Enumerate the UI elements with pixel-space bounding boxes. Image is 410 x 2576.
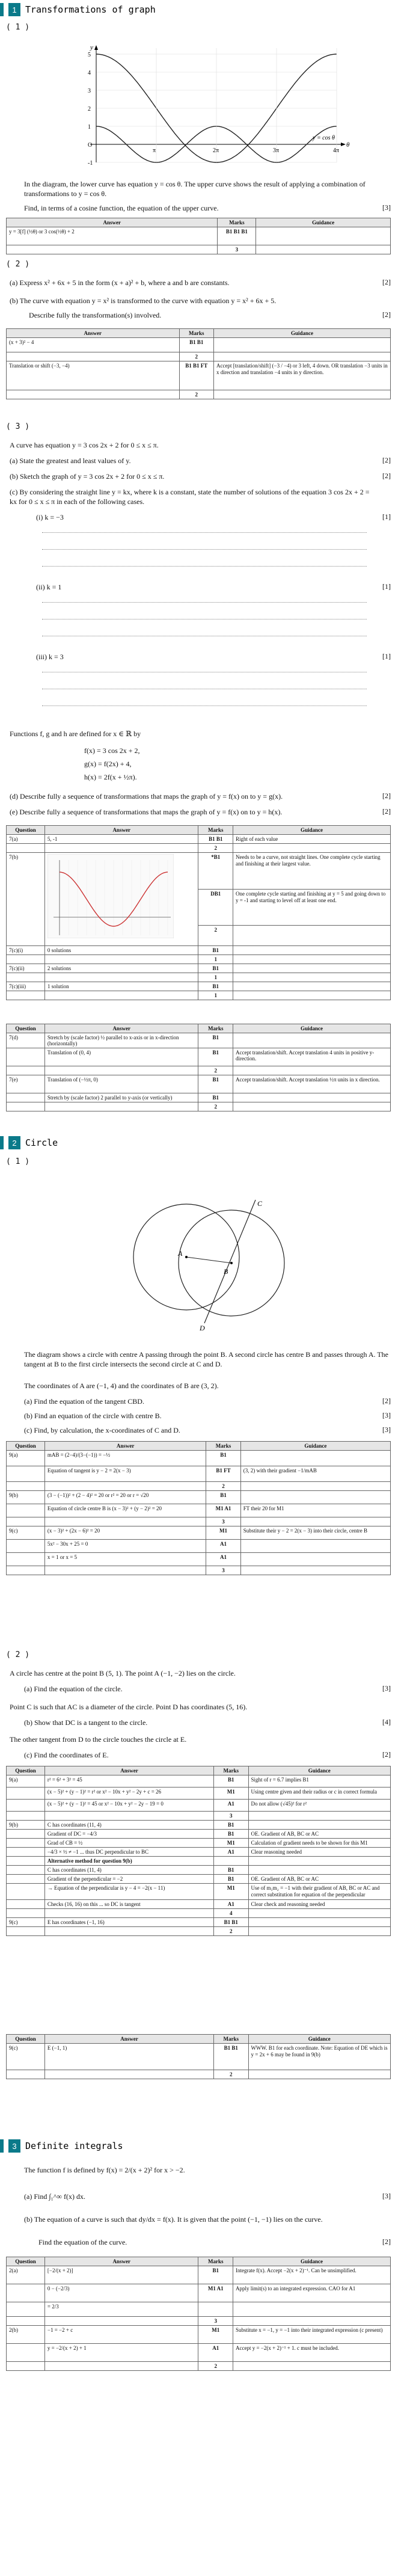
table-row: Grad of CB = ½ M1 Calculation of gradient needs to be shown for this M1 — [7, 1839, 391, 1848]
question-label: ( 2 ) — [6, 1650, 30, 1659]
table-row: 2(a) [−2/(x + 2)] B1 Integrate f(x). Accept −2(x + 2)⁻¹. Can be unsimplified. — [7, 2266, 391, 2284]
table-row: Checks (16, 16) on this ... so DC is tangent A1 Clear check and reasoning needed — [7, 1900, 391, 1909]
table-row: Equation of circle centre B is (x − 3)² + (y − 2)² = 20 M1 A1 FT their 20 for M1 — [7, 1504, 391, 1517]
table-row: 7(c)(iii) 1 solution B1 — [7, 982, 391, 991]
table-row: y = 3[f] (½θ) or 3 cos(½θ) + 2 B1 B1 B1 — [7, 227, 391, 245]
table-row: = 2/3 — [7, 2302, 391, 2317]
circle-q2-b: (b) Show that DC is a tangent to the circle. — [24, 1718, 148, 1727]
table-row: −4/3 × ½ ≠ −1 ... thus DC perpendicular to BC A1 Clear reasoning needed — [7, 1848, 391, 1857]
integral-part-b: (b) The equation of a curve is such that dy/dx = f(x). It is given that the point (−1, −1) lies on the curve. — [24, 2215, 323, 2224]
table-row: 3 — [7, 2317, 391, 2326]
table-row: Gradient of DC = −4/3 B1 OE. Gradient of AB, BC or AC — [7, 1830, 391, 1839]
circle-q1-b-marks: [3] — [382, 1411, 391, 1419]
q3-part-c-i: (i) k = −3 — [36, 513, 64, 521]
q1-text-2: Find, in terms of a cosine function, the equation of the upper curve. — [24, 204, 219, 212]
point-c-label: C — [257, 1199, 263, 1208]
y-tick-label: 2 — [88, 106, 91, 112]
point-d-label: D — [200, 1324, 205, 1332]
curve-label: y = cos θ — [313, 135, 335, 141]
q2-b-marks: [2] — [382, 310, 391, 319]
q3-part-e: (e) Describe fully a sequence of transformations that maps the graph of y = f(x) on to y = h(x). — [10, 808, 283, 816]
integral-b-marks: [2] — [382, 2237, 391, 2246]
table-row: → Equation of the perpendicular is y − 4 = −2(x − 11) M1 Use of m₁m₂ = −1 with their gradient of AB, BC or AC and correct substitution for equation of the perpendicular — [7, 1884, 391, 1900]
circle-q1-b: (b) Find an equation of the circle with centre B. — [24, 1412, 162, 1420]
integral-part-a: (a) Find ∫₁^∞ f(x) dx. — [24, 2192, 85, 2201]
section-number: 1 — [8, 3, 20, 16]
section-number: 3 — [8, 2139, 20, 2153]
circle-q1-a-marks: [2] — [382, 1397, 391, 1405]
table-row: 2 — [7, 1482, 391, 1491]
integral-part-b-2: Find the equation of the curve. — [38, 2238, 127, 2246]
mark-scheme-table-2-2: Question Answer Marks Guidance 9(a) r² = 6² + 3² = 45 B1 Sight of r = 6.7 implies B1 (x − 5)² + (y − 1)² = r² or x² − 10x + y² − 2y + c = 26 M1 Using centre given and their radius or c in correct formula (x − 5)² + (y − 1)² = 45 or x² − 10x + y² − 2y − 19 = 0 A1 Do not allow (√45)² for r² 3 9(b) C has coordinates (11, 4) B1 Gradient of DC = −4/3 B1 OE. Gradient of AB, BC or AC Grad of CB = ½ M1 Calculation of gradient needs to be shown for this M1 −4/3 × ½ ≠ −1 ... thus DC perpendicular to BC A1 Clear reasoning needed Alternative method for question 9(b) C has coordinates (11, 4) B1 Gradient of the perpendicular = −2 B1 OE. Gradient of AB, BC or AC → Equation of the perpendicular is y − 4 = −2(x − 11) M1 Use of m₁m₂ = −1 with their gradient of AB, BC or AC and correct substitution for equation of the perpendicular Checks (16, 16) on this ... so DC is tangent A1 Clear check and reasoning needed 4 9(c) E has coordinates (−1, 16) B1 B1 2 — [6, 1766, 391, 1936]
table-row: Stretch by (scale factor) 2 parallel to y-axis (or vertically) B1 — [7, 1093, 391, 1102]
q3-part-c-iii: (iii) k = 3 — [36, 653, 64, 661]
q2-part-b: (b) The curve with equation y = x² is transformed to the curve with equation y = x² + 6x + 5. — [10, 297, 277, 305]
circle-q2-a-marks: [3] — [382, 1684, 391, 1692]
section-number: 2 — [8, 1136, 20, 1149]
q3-ci-marks: [1] — [382, 512, 391, 521]
table-row: Alternative method for question 9(b) — [7, 1857, 391, 1866]
table-row: 2 — [7, 2070, 391, 2079]
table-row: y = −2/(x + 2) + 1 A1 Accept y = −2(x + 2)⁻¹ + 1. c must be included. — [7, 2344, 391, 2362]
table-row: 1 — [7, 991, 391, 1000]
circle-q1-c: (c) Find, by calculation, the x-coordinates of C and D. — [24, 1426, 180, 1434]
table-row: 7(c)(ii) 2 solutions B1 — [7, 964, 391, 973]
table-row: x = 1 or x = 5 A1 — [7, 1553, 391, 1566]
circle-q2-text-2: Point C is such that AC is a diameter of the circle. Point D has coordinates (5, 16). — [10, 1703, 248, 1711]
table-row: 4 — [7, 1909, 391, 1918]
table-row: 9(a) mAB = (2−4)/(3−(−1)) = −½ B1 — [7, 1451, 391, 1466]
table-row: 3 — [7, 245, 391, 254]
question-label: ( 1 ) — [6, 1157, 30, 1166]
y-tick-label: 5 — [88, 52, 91, 58]
table-row: 1 — [7, 955, 391, 964]
q3-intro: A curve has equation y = 3 cos 2x + 2 for 0 ≤ x ≤ π. — [10, 441, 159, 449]
table-row: 1 — [7, 973, 391, 982]
circle-diagram — [120, 1173, 301, 1341]
integral-intro: The function f is defined by f(x) = 2/(x + 2)² for x > −2. — [24, 2166, 185, 2174]
table-row: 2 — [7, 926, 391, 946]
y-axis-label: y — [90, 44, 93, 51]
circle-q2-a: (a) Find the equation of the circle. — [24, 1685, 123, 1693]
table-row: (x − 5)² + (y − 1)² = 45 or x² − 10x + y² − 2y − 19 = 0 A1 Do not allow (√45)² for r² — [7, 1800, 391, 1812]
table-row: 0 − (−2/3) M1 A1 Apply limit(s) to an integrated expression. CAO for A1 — [7, 2284, 391, 2302]
question-label: ( 1 ) — [6, 23, 30, 32]
table-row: 7(c)(i) 0 solutions B1 — [7, 946, 391, 955]
mark-scheme-table-1-2: Answer Marks Guidance (x + 3)² − 4 B1 B1 2 Translation or shift (−3, −4) B1 B1 FT Accept [translation/shift] (−3 / −4) or 3 left, 4 down. OR translation −3 units in x direction and translation −4 units in y direction. 2 — [6, 328, 391, 399]
section-title: Transformations of graph — [25, 4, 156, 15]
table-row: 2(b) −1 = −2 + c M1 Substitute x = −1, y = −1 into their integrated expression (c present) — [7, 2326, 391, 2344]
q2-a-marks: [2] — [382, 278, 391, 286]
table-row: Translation or shift (−3, −4) B1 B1 FT Accept [translation/shift] (−3 / −4) or 3 left, 4 down. OR translation −3 units in x direction and translation −4 units in y direction. — [7, 361, 391, 390]
circle-text-2: The coordinates of A are (−1, 4) and the coordinates of B are (3, 2). — [24, 1382, 219, 1390]
table-row: 9(c) E (−1, 1) B1 B1 WWW. B1 for each coordinate. Note: Equation of DE which is y = 2x + 6 may be found in 9(b) — [7, 2044, 391, 2070]
x-tick-label: 4π — [333, 147, 340, 154]
y-tick-label: 4 — [88, 70, 91, 76]
y-tick-label: O — [88, 142, 93, 149]
table-row: Equation of tangent is y − 2 = 2(x − 3) B1 FT (3, 2) with their gradient −1/mAB — [7, 1466, 391, 1482]
section-title: Circle — [25, 1137, 58, 1148]
circle-q2-b-marks: [4] — [382, 1718, 391, 1726]
circle-q2-text-3: The other tangent from D to the circle touches the circle at E. — [10, 1735, 187, 1744]
section-header-2 — [0, 1136, 58, 1150]
table-row: 7(e) Translation of (−½π, 0) B1 Accept translation/shift. Accept translation ½π units in x direction. — [7, 1075, 391, 1093]
q3-d-marks: [2] — [382, 792, 391, 800]
table-row: 9(c) E has coordinates (−1, 16) B1 B1 — [7, 1918, 391, 1927]
circle-q1-c-marks: [3] — [382, 1425, 391, 1434]
q3-e-marks: [2] — [382, 807, 391, 816]
circle-q2-c: (c) Find the coordinates of E. — [24, 1751, 109, 1759]
y-tick-label: 3 — [88, 88, 91, 94]
q3-b-marks: [2] — [382, 472, 391, 480]
q3-cii-marks: [1] — [382, 582, 391, 591]
table-row: 5x² − 30x + 25 = 0 A1 — [7, 1540, 391, 1553]
table-row: 2 — [7, 2362, 391, 2371]
table-row: Gradient of the perpendicular = −2 B1 OE. Gradient of AB, BC or AC — [7, 1875, 391, 1884]
x-tick-label: 3π — [273, 147, 280, 154]
theta-axis-label: θ — [346, 141, 350, 149]
q3-a-marks: [2] — [382, 456, 391, 464]
circle-q2-text-1: A circle has centre at the point B (5, 1). The point A (−1, −2) lies on the circle. — [10, 1669, 236, 1677]
table-row: (x − 5)² + (y − 1)² = r² or x² − 10x + y² − 2y + c = 26 M1 Using centre given and their radius or c in correct formula — [7, 1788, 391, 1800]
segment-ab — [186, 1257, 231, 1263]
mark-scheme-table-2-3: Question Answer Marks Guidance 9(c) E (−1, 1) B1 B1 WWW. B1 for each coordinate. Note: Equation of DE which is y = 2x + 6 may be found in 9(b) 2 — [6, 2034, 391, 2079]
circle-text-1: The diagram shows a circle with centre A passing through the point B. A second circle has centre B and passes through A. The tangent at B to the first circle intersects the second circle at C and D. — [24, 1350, 388, 1368]
q2-part-a: (a) Express x² + 6x + 5 in the form (x + a)² + b, where a and b are constants. — [10, 278, 230, 287]
q3-ciii-marks: [1] — [382, 652, 391, 660]
point-b-label: B — [224, 1267, 228, 1276]
table-row: 2 — [7, 1066, 391, 1075]
table-row: (x + 3)² − 4 B1 B1 — [7, 338, 391, 352]
mark-scheme-table-1-1: Answer Marks Guidance y = 3[f] (½θ) or 3 cos(½θ) + 2 B1 B1 B1 3 — [6, 218, 391, 254]
section-header-1 — [0, 2, 156, 17]
mark-scheme-table-2-1: Question Answer Marks Guidance 9(a) mAB = (2−4)/(3−(−1)) = −½ B1 Equation of tangent is y − 2 = 2(x − 3) B1 FT (3, 2) with their gradient −1/mAB 2 9(b) (3 − (−1))² + (2 − 4)² = 20 or r² = 20 or r = √20 B1 Equation of circle centre B is (x − 3)² + (y − 2)² = 20 M1 A1 FT their 20 for M1 3 9(c) (x − 3)² + (2x − 6)² = 20 M1 Substitute their y − 2 = 2(x − 3) into their circle, centre B 5x² − 30x + 25 = 0 A1 x = 1 or x = 5 A1 3 — [6, 1441, 391, 1575]
table-row: 7(b) *B1 Needs to be a curve, not straight lines. One complete cycle starting and finishing at their largest value. — [7, 853, 391, 890]
table-row: C has coordinates (11, 4) B1 — [7, 1866, 391, 1875]
q3-part-c: (c) By considering the straight line y = kx, where k is a constant, state the number of solutions of the equation 3 cos 2x + 2 = kx for 0 ≤ x ≤ π in each of the following cases. — [10, 488, 370, 506]
section-header-3 — [0, 2139, 123, 2153]
table-row: 2 — [7, 390, 391, 399]
sketch-cell — [44, 853, 198, 946]
table-row: 9(a) r² = 6² + 3² = 45 B1 Sight of r = 6.7 implies B1 — [7, 1775, 391, 1788]
mark-scheme-table-3-1: Question Answer Marks Guidance 2(a) [−2/(x + 2)] B1 Integrate f(x). Accept −2(x + 2)⁻¹. Can be unsimplified. 0 − (−2/3) M1 A1 Apply limit(s) to an integrated expression. CAO for A1 = 2/3 3 2(b) −1 = −2 + c M1 Substitute x = −1, y = −1 into their integrated expression (c present) y = −2/(x + 2) + 1 A1 Accept y = −2(x + 2)⁻¹ + 1. c must be included. 2 — [6, 2257, 391, 2371]
x-tick-label: π — [153, 147, 156, 154]
mark-scheme-table-1-4: Question Answer Marks Guidance 7(d) Stretch by (scale factor) ½ parallel to x-axis or in x-direction (horizontally) B1 Translation of (0, 4) B1 Accept translation/shift. Accept translation 4 units in positive y-direction. 2 7(e) Translation of (−½π, 0) B1 Accept translation/shift. Accept translation ½π units in x direction. Stretch by (scale factor) 2 parallel to y-axis (or vertically) B1 2 — [6, 1024, 391, 1111]
q3-part-d: (d) Describe fully a sequence of transformations that maps the graph of y = f(x) on to y = g(x). — [10, 792, 283, 801]
q3-part-b: (b) Sketch the graph of y = 3 cos 2x + 2 for 0 ≤ x ≤ π. — [10, 472, 165, 481]
circle-q2-c-marks: [2] — [382, 1750, 391, 1759]
table-row: 2 — [7, 352, 391, 361]
table-row: 3 — [7, 1812, 391, 1821]
table-row: 7(d) Stretch by (scale factor) ½ parallel to x-axis or in x-direction (horizontally) B1 — [7, 1033, 391, 1048]
function-h: h(x) = 2f(x + ½π). — [84, 773, 137, 781]
question-label: ( 2 ) — [6, 260, 30, 269]
integral-a-marks: [3] — [382, 2192, 391, 2200]
sketch-graph — [47, 854, 174, 938]
function-f: f(x) = 3 cos 2x + 2, — [84, 746, 140, 755]
table-row: 7(a) 5, -1 B1 B1 Right of each value — [7, 835, 391, 844]
table-row: 2 — [7, 844, 391, 853]
table-row: DB1 One complete cycle starting and finishing at y = 5 and going down to y = -1 and starting to level off at least one end. — [7, 889, 391, 926]
table-row: 3 — [7, 1517, 391, 1526]
table-row: Translation of (0, 4) B1 Accept translation/shift. Accept translation 4 units in positive y-direction. — [7, 1048, 391, 1066]
cosine-graph — [66, 42, 367, 168]
section-title: Definite integrals — [25, 2141, 123, 2151]
function-g: g(x) = f(2x) + 4, — [84, 760, 132, 768]
table-row: 2 — [7, 1927, 391, 1936]
table-row: 3 — [7, 1566, 391, 1575]
point-a-label: A — [178, 1249, 183, 1258]
q1-marks: [3] — [382, 203, 391, 212]
circle-q1-a: (a) Find the equation of the tangent CBD. — [24, 1397, 144, 1406]
table-row: 9(b) (3 − (−1))² + (2 − 4)² = 20 or r² = 20 or r = √20 B1 — [7, 1491, 391, 1504]
question-label: ( 3 ) — [6, 422, 30, 431]
y-tick-label: -1 — [88, 160, 93, 167]
table-row: 9(c) (x − 3)² + (2x − 6)² = 20 M1 Substitute their y − 2 = 2(x − 3) into their circle, centre B — [7, 1526, 391, 1540]
q2-part-b-2: Describe fully the transformation(s) involved. — [29, 311, 162, 319]
q3-part-c-ii: (ii) k = 1 — [36, 583, 62, 591]
tangent-line — [204, 1200, 255, 1323]
table-row: 2 — [7, 1102, 391, 1111]
x-tick-label: 2π — [213, 147, 219, 154]
y-tick-label: 1 — [88, 124, 91, 131]
functions-intro: Functions f, g and h are defined for x ∈ ℝ by — [10, 730, 141, 738]
q1-text-1: In the diagram, the lower curve has equation y = cos θ. The upper curve shows the result of applying a combination of transformations to y = cos θ. — [24, 180, 366, 198]
mark-scheme-table-1-3: Question Answer Marks Guidance 7(a) 5, -1 B1 B1 Right of each value 2 7(b) *B1 Needs to be a curve, not straight lines. One complete cycle starting and finishing at their largest value. DB1 One complete cycle starting and finishing at y = 5 and going down to y = -1 and starting to level off at least one end. 2 7(c)(i) 0 solutions B1 1 7(c)(ii) 2 solutions B1 1 7(c)(iii) 1 solution B1 1 — [6, 825, 391, 1000]
table-row: 9(b) C has coordinates (11, 4) B1 — [7, 1821, 391, 1830]
q3-part-a: (a) State the greatest and least values of y. — [10, 456, 131, 465]
